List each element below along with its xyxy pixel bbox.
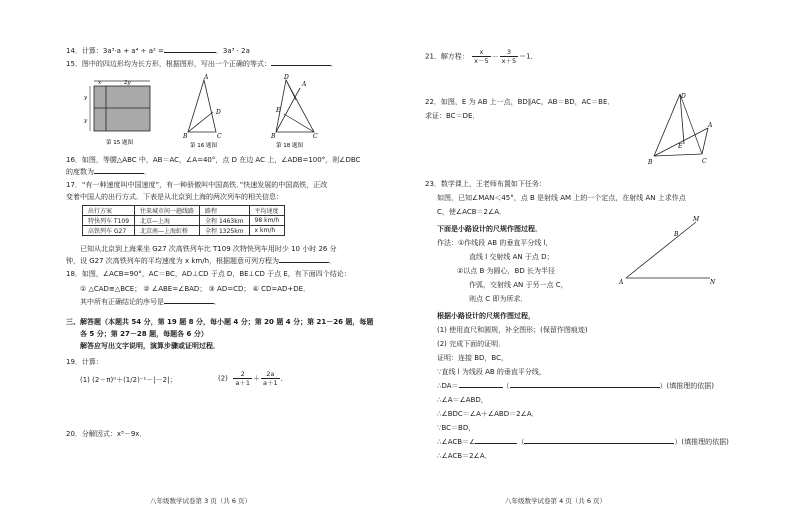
q19-fraction-1: $\frac{2}{a+1}$ <box>235 370 250 387</box>
q23-proof7: ∴∠ACB＝∠ （ ）(填推理的依据) <box>437 438 729 446</box>
table-row <box>83 216 285 226</box>
fig18-caption: 第 18 题图 <box>276 143 303 148</box>
q23-proof1: 证明：连接 BD，BC， <box>437 354 508 362</box>
fig22-point-e: E <box>678 143 683 150</box>
table-cell: 北京南—上海虹桥 <box>135 226 200 236</box>
fig22-point-d: D <box>681 93 686 100</box>
fig15-label-y1: y <box>84 95 88 101</box>
q23-step1b: 直线 l 交射线 AN 于点 D； <box>469 253 554 261</box>
question-18-options: ① △CAD≌△BCE； ② ∠ABE=∠BAD； ③ AD=CD； ④ CD=AD+DE． <box>80 285 311 293</box>
fig16-point-b: B <box>183 133 188 140</box>
fig22-point-c: C <box>702 158 707 165</box>
fig23-point-b: B <box>674 231 679 238</box>
fig23-point-m: M <box>693 216 700 223</box>
fig18-point-e: E <box>276 107 281 114</box>
question-14: 14．计算：3a³·a + a⁴ ÷ a² = ．3a³ · 2a <box>66 47 250 55</box>
q23-step2: ②以点 B 为圆心，BD 长为半径 <box>457 267 555 275</box>
question-23-line1: 23．数学课上，王老师布置如下任务： <box>425 180 546 188</box>
fig15-label-2y: 2y <box>124 80 131 86</box>
fig16-point-a: A <box>204 74 209 81</box>
q23-blank-angle[interactable] <box>475 443 517 444</box>
table-cell: 特快列车 T109 <box>83 216 135 226</box>
q23-step2c: 则点 C 即为所求． <box>469 295 528 303</box>
right-page-footer: 八年级数学试卷第 4 页（共 6 页） <box>505 497 607 505</box>
question-19-part2: (2) $\frac{2}{a+1}$ ＋ $\frac{2a}{a+1}$ ． <box>218 370 288 387</box>
question-16-line1: 16．如图，等腰△ABC 中，AB＝AC，∠A=40°，点 D 在边 AC 上，∠ADB=100°，则∠DBC <box>66 156 361 164</box>
question-19-part1: (1) (2－π)⁰＋(1/2)⁻¹－|－2|； <box>80 376 177 384</box>
figure-18-triangles <box>262 74 328 148</box>
train-info-table <box>82 205 285 236</box>
question-22-line2: 求证：BC＝DE． <box>425 112 480 120</box>
table-cell: 北京—上海 <box>135 216 200 226</box>
q21-fraction-1: $\frac{x}{x-5}$ <box>474 48 489 65</box>
question-18-line1: 18．如图，∠ACB=90°，AC＝BC，AD⊥CD 于点 D，BE⊥CD 于点 E，有下面四个结论： <box>66 270 351 278</box>
q15-blank[interactable] <box>271 65 331 66</box>
q23-step1: 作法：①作线段 AB 的垂直平分线 l， <box>437 239 553 247</box>
question-19-title: 19．计算： <box>66 358 103 366</box>
question-16-line2: 的度数为 ． <box>66 168 151 176</box>
q18-blank[interactable] <box>164 303 214 304</box>
table-cell: 全程 1325km <box>200 226 250 236</box>
q16-blank[interactable] <box>94 173 144 174</box>
table-cell: 全程 1463km <box>200 216 250 226</box>
fig15-label-y2: y <box>84 118 88 124</box>
q23-blank-da[interactable] <box>459 387 503 388</box>
fig23-point-a: A <box>619 279 624 286</box>
fig22-point-a: A <box>708 122 713 129</box>
table-cell: 98 km/h <box>249 216 285 226</box>
q23-tasks-title: 根据小路设计的尺规作图过程， <box>437 312 535 320</box>
figure-15-rectangles <box>82 76 172 146</box>
fig18-point-c: C <box>313 133 318 140</box>
q23-blank-reason-2[interactable] <box>524 443 674 444</box>
fig16-point-d: D <box>216 109 221 116</box>
fig18-point-a: A <box>302 81 307 88</box>
question-15: 15．图中的四边形均为长方形，根据图形，写出一个正确的等式： ． <box>66 60 338 68</box>
q19-fraction-2: $\frac{2a}{a+1}$ <box>263 370 278 387</box>
left-page-footer: 八年级数学试卷第 3 页（共 6 页） <box>150 497 252 505</box>
question-18-line3: 其中所有正确结论的序号是 ． <box>80 298 221 306</box>
q23-proof8: ∴∠ACB＝2∠A． <box>437 452 492 460</box>
table-header-cell: 平均速度 <box>249 206 285 216</box>
q14-blank[interactable] <box>164 52 216 53</box>
question-17b-line1: 已知从北京到上海乘坐 G27 次高铁列车比 T109 次特快列车用时少 10 小时 26 分 <box>80 245 337 253</box>
q23-blank-reason-1[interactable] <box>510 387 660 388</box>
fig22-point-b: B <box>648 159 653 166</box>
q23-steps-title: 下面是小路设计的尺规作图过程． <box>437 225 542 233</box>
q23-proof6: ∵BC＝BD， <box>437 424 476 432</box>
question-17-line1: 17．“有一种速度叫中国速度”，有一种骄傲叫中国高铁．”快速发展的中国高铁，正改 <box>66 181 328 189</box>
figure-22-triangles <box>646 88 720 166</box>
q23-proof5: ∴∠BDC＝∠A＋∠ABD＝2∠A． <box>437 410 539 418</box>
fig23-point-n: N <box>710 279 716 286</box>
table-header-row <box>83 206 285 216</box>
figure-23-angle <box>618 212 722 286</box>
section-3-header-line1: 三、解答题（本题共 54 分，第 19 题 8 分，每小题 4 分；第 20 题 4 分；第 21－26 题，每题 <box>66 318 374 326</box>
q23-task1: (1) 使用直尺和圆规，补全图形；(保留作图痕迹) <box>437 326 588 334</box>
q23-proof3: ∴DA＝ （ ）(填推理的依据) <box>437 382 714 390</box>
table-header-cell: 出行方案 <box>83 206 135 216</box>
fig18-point-d: D <box>284 74 289 81</box>
question-17-line2: 变着中国人的出行方式．下表是从北京到上海的两次列车的相关信息： <box>66 193 283 201</box>
table-row <box>83 226 285 236</box>
q21-fraction-2: $\frac{3}{x+5}$ <box>501 48 517 65</box>
table-header-cell: 往来城市间一趟线路 <box>135 206 200 216</box>
q23-step2b: 作弧，交射线 AN 于另一点 C， <box>469 281 568 289</box>
question-17b-line2: 钟，设 G27 次高铁列车的平均速度为 x km/h，根据题意可列方程为 ． <box>66 257 337 265</box>
question-23-line3: C，使∠ACB＝2∠A． <box>437 208 507 216</box>
question-22-line1: 22．如图，E 为 AB 上一点，BD∥AC，AB＝BD，AC＝BE． <box>425 98 615 106</box>
table-cell: 高铁列车 G27 <box>83 226 135 236</box>
fig16-point-c: C <box>217 133 222 140</box>
fig15-caption: 第 15 题图 <box>106 140 133 146</box>
question-23-line2: 如图，已知∠MAN＜45°，点 B 是射线 AM 上的一个定点，在射线 AN 上求作点 <box>437 194 686 202</box>
q17-blank[interactable] <box>279 262 329 263</box>
question-21: 21．解方程： $\frac{x}{x-5}$ － $\frac{3}{x+5}$ ＝1． <box>425 48 538 65</box>
table-cell: x km/h <box>249 226 285 236</box>
table-header-cell: 路程 <box>200 206 250 216</box>
question-20: 20．分解因式：x³－9x． <box>66 430 147 438</box>
section-3-header-line2: 各 5 分；第 27－28 题，每题各 6 分） <box>80 330 208 338</box>
fig18-point-b: B <box>271 133 276 140</box>
q23-proof4: ∴∠A＝∠ABD， <box>437 396 488 404</box>
q23-task2: (2) 完成下面的证明． <box>437 340 506 348</box>
q23-proof2: ∵直线 l 为线段 AB 的垂直平分线， <box>437 368 546 376</box>
fig15-label-x: x <box>98 80 102 86</box>
section-3-header-line3: 解答应写出文字说明，演算步骤或证明过程． <box>80 342 220 350</box>
figure-16-triangle <box>180 74 240 148</box>
fig16-caption: 第 16 题图 <box>190 143 217 148</box>
